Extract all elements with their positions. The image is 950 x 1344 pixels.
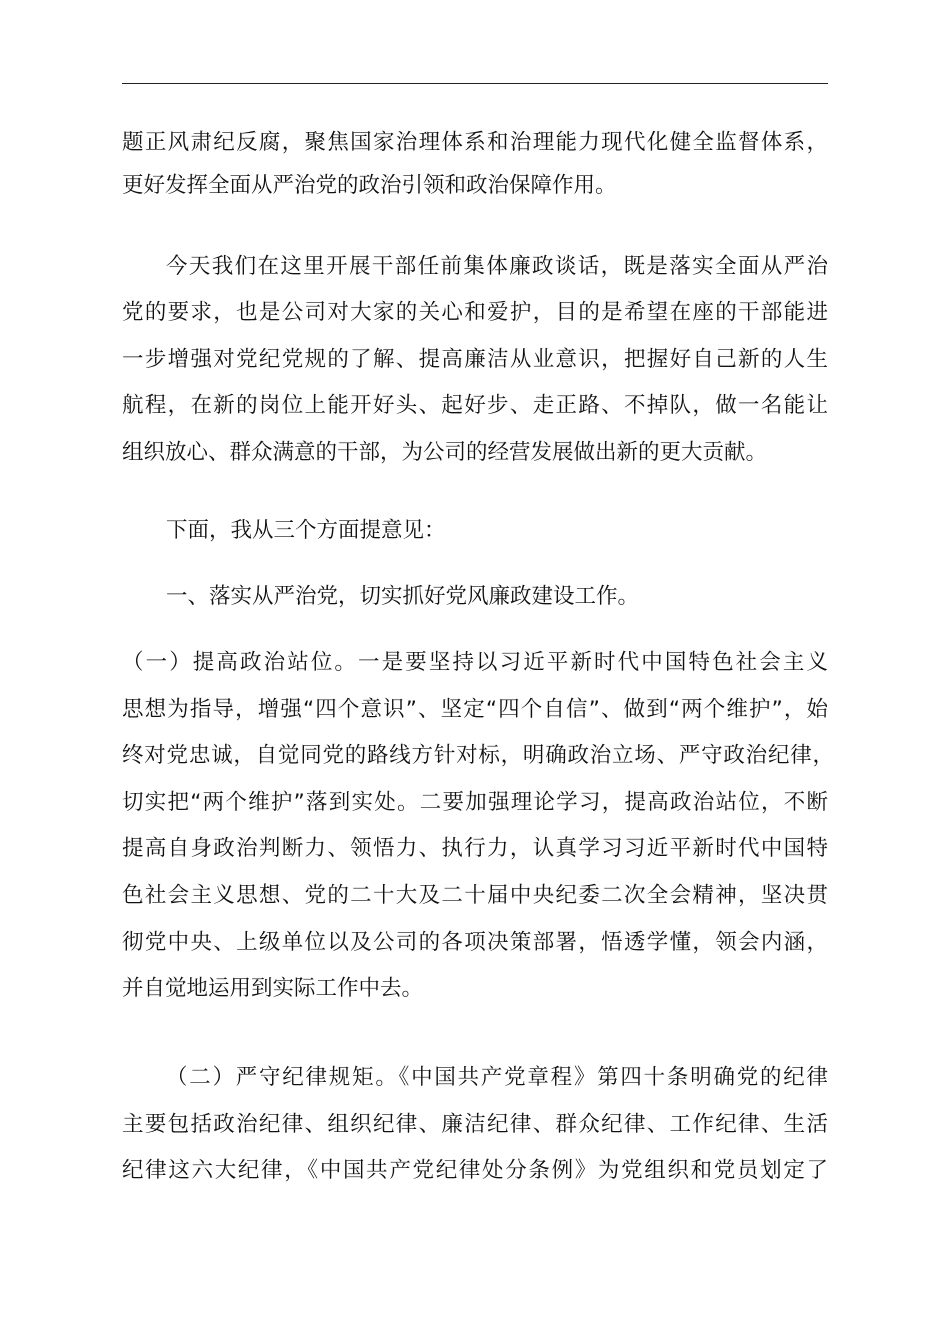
paragraph-5-line-2: 思想为指导，增强“四个意识”、坚定“四个自信”、做到“两个维护”，始 (122, 697, 828, 722)
paragraph-1-line-1: 题正风肃纪反腐，聚焦国家治理体系和治理能力现代化健全监督体系， (122, 130, 828, 155)
paragraph-2-line-2: 党的要求，也是公司对大家的关心和爱护，目的是希望在座的干部能进 (122, 300, 828, 325)
paragraph-5-line-1: （一）提高政治站位。一是要坚持以习近平新时代中国特色社会主义 (122, 650, 828, 675)
paragraph-5-line-7: 彻党中央、上级单位以及公司的各项决策部署，悟透学懂，领会内涵， (122, 930, 828, 955)
header-rule (122, 83, 828, 84)
paragraph-3-line-1: 下面，我从三个方面提意见： (166, 518, 446, 543)
paragraph-5-line-5: 提高自身政治判断力、领悟力、执行力，认真学习习近平新时代中国特 (122, 836, 828, 861)
paragraph-6-line-1: （二）严守纪律规矩。《中国共产党章程》第四十条明确党的纪律 (166, 1065, 828, 1090)
paragraph-6-line-2: 主要包括政治纪律、组织纪律、廉洁纪律、群众纪律、工作纪律、生活 (122, 1112, 828, 1137)
paragraph-5-line-6: 色社会主义思想、党的二十大及二十届中央纪委二次全会精神，坚决贯 (122, 883, 828, 908)
paragraph-2-line-1: 今天我们在这里开展干部任前集体廉政谈话，既是落实全面从严治 (166, 254, 828, 279)
section-heading-1: 一、落实从严治党，切实抓好党风廉政建设工作。 (166, 584, 640, 609)
paragraph-5-line-8: 并自觉地运用到实际工作中去。 (122, 976, 424, 1001)
paragraph-2-line-4: 航程，在新的岗位上能开好头、起好步、走正路、不掉队，做一名能让 (122, 393, 828, 418)
paragraph-5-line-4: 切实把“两个维护”落到实处。二要加强理论学习，提高政治站位，不断 (122, 790, 828, 815)
paragraph-2-line-3: 一步增强对党纪党规的了解、提高廉洁从业意识，把握好自己新的人生 (122, 347, 828, 372)
paragraph-1-line-2: 更好发挥全面从严治党的政治引领和政治保障作用。 (122, 173, 617, 198)
paragraph-2-line-5: 组织放心、群众满意的干部，为公司的经营发展做出新的更大贡献。 (122, 440, 768, 465)
paragraph-6-line-3: 纪律这六大纪律，《中国共产党纪律处分条例》为党组织和党员划定了 (122, 1158, 828, 1183)
paragraph-5-line-3: 终对党忠诚，自觉同党的路线方针对标，明确政治立场、严守政治纪律， (122, 743, 834, 768)
